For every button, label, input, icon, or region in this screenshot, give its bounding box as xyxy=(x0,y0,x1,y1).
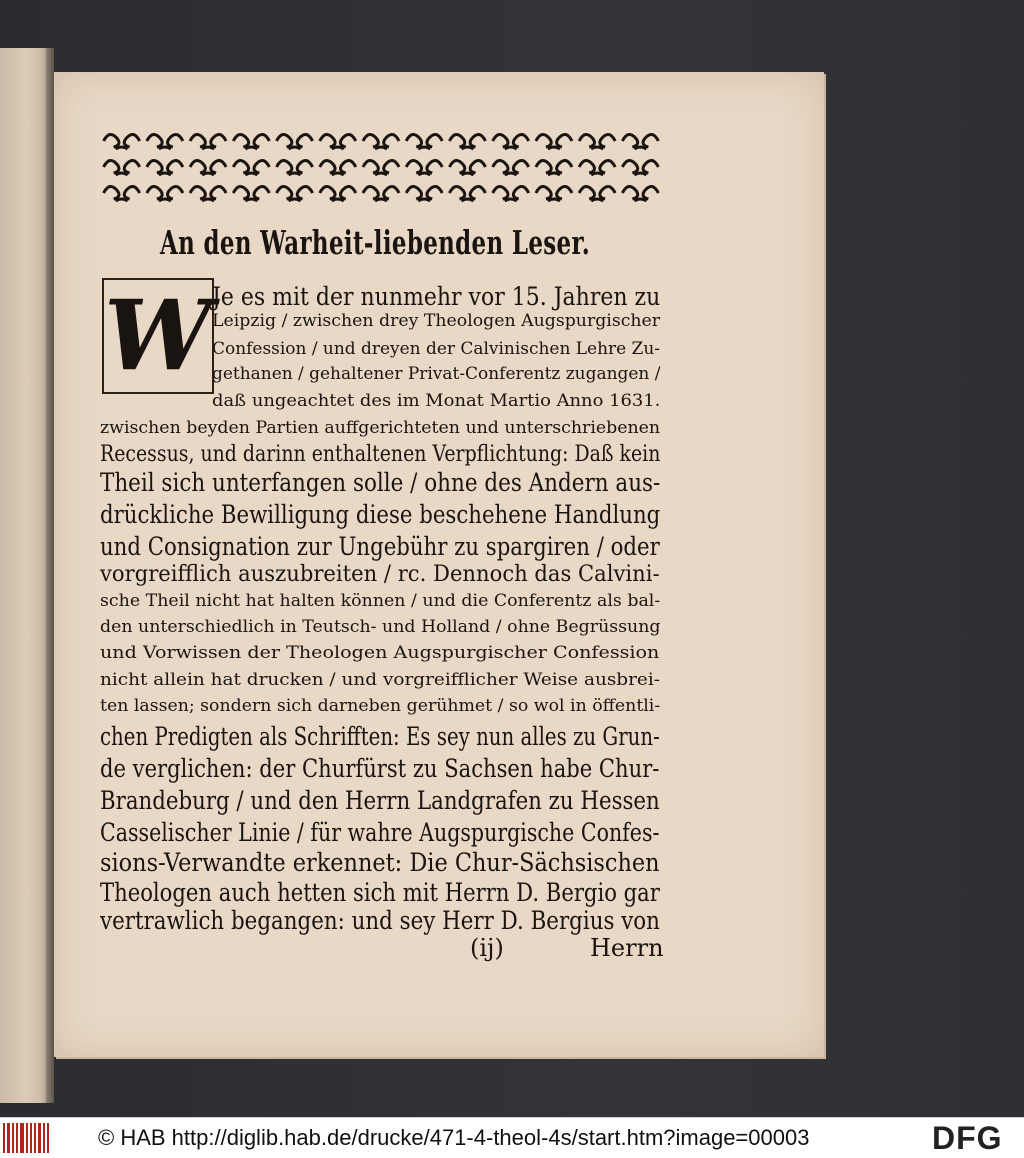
text-line: zwischen beyden Partien auffgerichteten und unterschriebenen xyxy=(100,418,661,438)
text-line: nicht allein hat drucken / und vorgreifflicher Weise ausbrei- xyxy=(100,670,660,690)
ornament-motif xyxy=(622,186,658,201)
text-line: daß ungeachtet des im Monat Martio Anno 1631. xyxy=(212,391,661,411)
ornament-motif xyxy=(233,134,269,149)
ornament-motif xyxy=(190,134,226,149)
signature-mark: (ij) xyxy=(470,934,504,962)
ornament-motif xyxy=(147,134,183,149)
ornament-motif xyxy=(277,160,313,175)
ornament-motif xyxy=(406,134,442,149)
ornament-motif xyxy=(579,160,615,175)
ornament-motif xyxy=(104,186,140,201)
text-line: Recessus, und darinn enthaltenen Verpflichtung: Daß kein xyxy=(100,442,661,467)
text-line: Theil sich unterfangen solle / ohne des Andern aus- xyxy=(100,468,661,497)
ornament-motif xyxy=(277,186,313,201)
text-line: sions-Verwandte erkennet: Die Chur-Sächsischen xyxy=(100,848,660,877)
ornament-motif xyxy=(363,134,399,149)
ornament-motif xyxy=(363,186,399,201)
text-line: chen Predigten als Schrifften: Es sey nun alles zu Grun- xyxy=(100,722,660,751)
ornament-motif xyxy=(536,160,572,175)
ornament-motif xyxy=(536,134,572,149)
decorated-initial-letter xyxy=(102,278,214,394)
ornament-motif xyxy=(363,160,399,175)
ornament-motif xyxy=(104,134,140,149)
ornament-motif xyxy=(579,134,615,149)
ornament-motif xyxy=(277,134,313,149)
text-line: gethanen / gehaltener Privat-Conferentz zugangen / xyxy=(212,364,661,384)
text-line: und Vorwissen der Theologen Augspurgischer Confession xyxy=(100,643,660,663)
text-line: drückliche Bewilligung diese beschehene Handlung xyxy=(100,500,661,529)
catchword: Herrn xyxy=(590,934,664,962)
ornament-motif xyxy=(147,186,183,201)
text-line: vorgreifflich auszubreiten / rc. Dennoch das Calvini- xyxy=(100,562,660,587)
ornament-motif xyxy=(493,160,529,175)
ornament-motif xyxy=(320,186,356,201)
text-line: sche Theil nicht hat halten können / und die Conferentz als bal- xyxy=(100,591,661,611)
dfg-logo: DFG xyxy=(932,1120,1003,1156)
ornament-motif xyxy=(622,134,658,149)
text-line: und Consignation zur Ungebühr zu spargiren / oder xyxy=(100,532,660,561)
ornament-motif xyxy=(449,134,485,149)
ornament-motif xyxy=(579,186,615,201)
footer-bar xyxy=(0,1117,1024,1158)
ornament-motif xyxy=(190,186,226,201)
ornament-motif xyxy=(449,186,485,201)
page-heading: An den Warheit-liebenden Leser. xyxy=(160,223,591,262)
adjacent-page-edge xyxy=(0,48,48,1103)
text-line: ten lassen; sondern sich darneben gerühmet / so wol in öffentli- xyxy=(100,696,661,716)
ornament-motif xyxy=(493,134,529,149)
ornament-motif xyxy=(406,160,442,175)
ornament-motif xyxy=(233,186,269,201)
ornament-motif xyxy=(190,160,226,175)
text-line: Theologen auch hetten sich mit Herrn D. Bergio gar xyxy=(100,878,660,907)
ornamental-header-band xyxy=(100,128,662,206)
text-line: Brandeburg / und den Herrn Landgrafen zu Hessen xyxy=(100,786,660,815)
ornament-motif xyxy=(493,186,529,201)
ornament-motif xyxy=(147,160,183,175)
ornament-motif xyxy=(622,160,658,175)
text-line: vertrawlich begangen: und sey Herr D. Bergius von xyxy=(100,906,660,935)
barcode-icon xyxy=(3,1123,49,1153)
text-line: de verglichen: der Churfürst zu Sachsen habe Chur- xyxy=(100,754,660,783)
ornament-motif xyxy=(233,160,269,175)
text-line: Je es mit der nunmehr vor 15. Jahren zu xyxy=(212,282,661,311)
text-line: den unterschiedlich in Teutsch- und Holland / ohne Begrüssung xyxy=(100,617,661,637)
ornament-motif xyxy=(320,134,356,149)
text-line: Confession / und dreyen der Calvinischen Lehre Zu- xyxy=(212,339,661,359)
page-gutter-shadow xyxy=(46,48,54,1103)
ornament-motif xyxy=(320,160,356,175)
initial-letter-glyph: W xyxy=(104,279,212,392)
text-line: Leipzig / zwischen drey Theologen Augspurgischer xyxy=(212,311,661,331)
text-line: Casselischer Linie / für wahre Augspurgische Confes- xyxy=(100,818,660,847)
ornament-motif xyxy=(449,160,485,175)
source-attribution[interactable]: © HAB http://diglib.hab.de/drucke/471-4-theol-4s/start.htm?image=00003 xyxy=(98,1125,810,1150)
ornament-motif xyxy=(536,186,572,201)
ornament-motif xyxy=(104,160,140,175)
ornament-motif xyxy=(406,186,442,201)
